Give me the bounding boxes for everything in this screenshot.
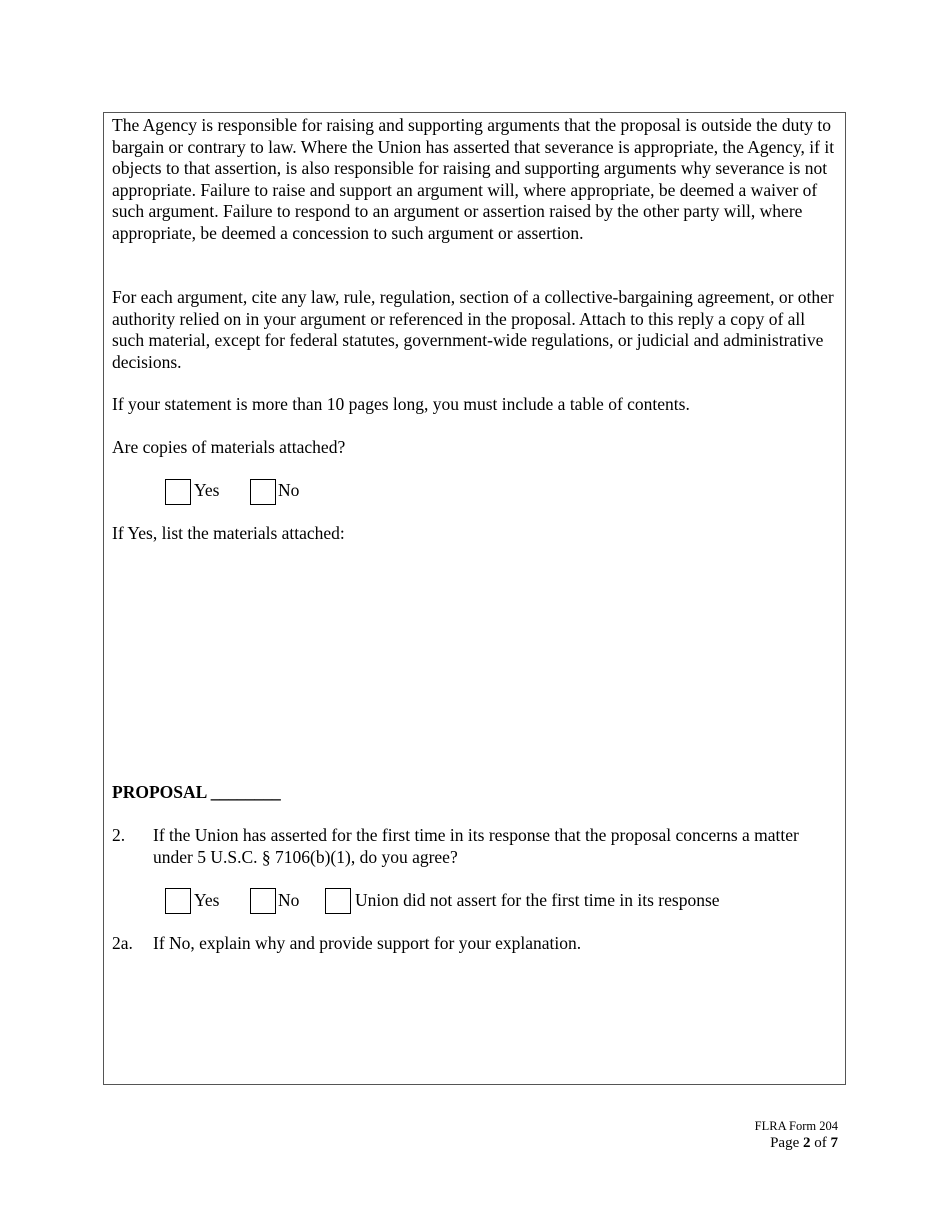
q2-no-checkbox[interactable] — [250, 888, 276, 914]
materials-no-label: No — [278, 480, 300, 500]
materials-yes-checkbox[interactable] — [165, 479, 191, 505]
footer-of-word: of — [814, 1135, 827, 1151]
authority-paragraph: For each argument, cite any law, rule, regulation, section of a collective-bargaining agreement, or other authority relied on in your argument or referenced in the proposal. Attach to this reply a copy of all such material, except for federal statutes, government-wide regulations, or judicial and administrative decisions. — [112, 287, 834, 372]
q2-na-checkbox[interactable] — [325, 888, 351, 914]
footer-page-total: 7 — [830, 1135, 838, 1151]
q2-na-label: Union did not assert for the first time in its response — [355, 890, 720, 910]
materials-list-prompt: If Yes, list the materials attached: — [112, 523, 345, 543]
toc-paragraph: If your statement is more than 10 pages long, you must include a table of contents. — [112, 394, 690, 414]
footer-form-name: FLRA Form 204 — [754, 1119, 838, 1133]
footer-page-number — [770, 1134, 838, 1152]
q2-yes-label: Yes — [194, 890, 220, 910]
intro-paragraph: The Agency is responsible for raising and supporting arguments that the proposal is outside the duty to bargain or contrary to law. Where the Union has asserted that severance is appropriate, the Agency, if it objects to that assertion, is also responsible for raising and supporting arguments why severance is not appropriate. Failure to raise and support an argument will, where appropriate, be deemed a waiver of such argument. Failure to respond to an argument or assertion raised by the other party will, where appropriate, be deemed a concession to such argument or assertion. — [112, 115, 835, 243]
materials-yes-label: Yes — [194, 480, 220, 500]
q2-no-label: No — [278, 890, 300, 910]
q2-number: 2. — [112, 825, 126, 845]
q2-text: If the Union has asserted for the first time in its response that the proposal concerns a matter under 5 U.S.C. § 7106(b)(1), do you agree? — [153, 825, 799, 867]
footer-page-current: 2 — [803, 1135, 811, 1151]
q2-yes-checkbox[interactable] — [165, 888, 191, 914]
q2a-number: 2a. — [112, 933, 133, 953]
proposal-label: PROPOSAL ________ — [112, 782, 281, 802]
materials-question: Are copies of materials attached? — [112, 437, 346, 457]
materials-no-checkbox[interactable] — [250, 479, 276, 505]
footer-page-word: Page — [770, 1135, 800, 1151]
q2a-text: If No, explain why and provide support for your explanation. — [153, 933, 582, 953]
